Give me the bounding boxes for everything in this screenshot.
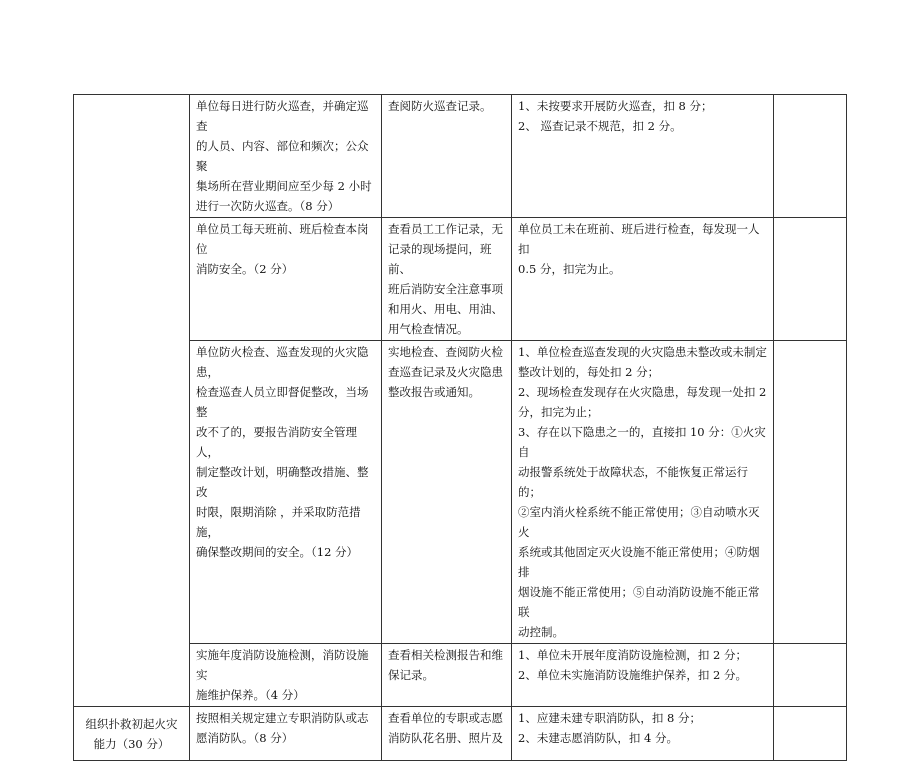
deduction-cell: 1、未按要求开展防火巡查，扣 8 分； 2、 巡查记录不规范，扣 2 分。 xyxy=(512,95,774,218)
remark-cell xyxy=(774,341,847,644)
table-row xyxy=(74,644,847,707)
category-cell-empty xyxy=(74,95,190,707)
method-cell: 查看员工工作记录，无 记录的现场提问，班前、 班后消防安全注意事项 和用火、用电、用油、 用气检查情况。 xyxy=(382,218,512,341)
requirement-cell: 单位每日进行防火巡查，并确定巡查 的人员、内容、部位和频次；公众聚 集场所在营业期间应至少每 2 小时 进行一次防火巡查。（8 分） xyxy=(190,95,382,218)
requirement-cell: 单位防火检查、巡查发现的火灾隐患， 检查巡查人员立即督促整改，当场整 改不了的，要报告消防安全管理人， 制定整改计划，明确整改措施、整改 时限，限期消除 ，并采取防范措施， 确保整改期间的安全。（12 分） xyxy=(190,341,382,644)
table-row xyxy=(74,218,847,341)
deduction-cell: 1、单位未开展年度消防设施检测，扣 2 分； 2、单位未实施消防设施维护保养，扣 2 分。 xyxy=(512,644,774,707)
inspection-table xyxy=(73,94,847,761)
method-cell: 查看相关检测报告和维 保记录。 xyxy=(382,644,512,707)
remark-cell xyxy=(774,218,847,341)
table-row xyxy=(74,707,847,761)
remark-cell xyxy=(774,707,847,761)
deduction-cell: 1、单位检查巡查发现的火灾隐患未整改或未制定 整改计划的，每处扣 2 分； 2、现场检查发现存在火灾隐患，每发现一处扣 2 分，扣完为止； 3、存在以下隐患之一的，直接扣 10 分：①火灾自 动报警系统处于故障状态，不能恢复正常运行的； ②室内消火栓系统不能正常使用；③自动喷水灭火 系统或其他固定灭火设施不能正常使用；④防烟排 烟设施不能正常使用；⑤自动消防设施不能正常联 动控制。 xyxy=(512,341,774,644)
remark-cell xyxy=(774,644,847,707)
table-row xyxy=(74,341,847,644)
remark-cell xyxy=(774,95,847,218)
requirement-cell: 实施年度消防设施检测，消防设施实 施维护保养。（4 分） xyxy=(190,644,382,707)
table-row xyxy=(74,95,847,218)
method-cell: 查阅防火巡查记录。 xyxy=(382,95,512,218)
method-cell: 查看单位的专职或志愿 消防队花名册、照片及 xyxy=(382,707,512,761)
requirement-cell: 按照相关规定建立专职消防队或志 愿消防队。（8 分） xyxy=(190,707,382,761)
deduction-cell: 单位员工未在班前、班后进行检查，每发现一人扣 0.5 分，扣完为止。 xyxy=(512,218,774,341)
category-cell: 组织扑救初起火灾 能力（30 分） xyxy=(74,707,190,761)
method-cell: 实地检查、查阅防火检 查巡查记录及火灾隐患 整改报告或通知。 xyxy=(382,341,512,644)
deduction-cell: 1、应建未建专职消防队，扣 8 分； 2、未建志愿消防队，扣 4 分。 xyxy=(512,707,774,761)
requirement-cell: 单位员工每天班前、班后检查本岗位 消防安全。（2 分） xyxy=(190,218,382,341)
